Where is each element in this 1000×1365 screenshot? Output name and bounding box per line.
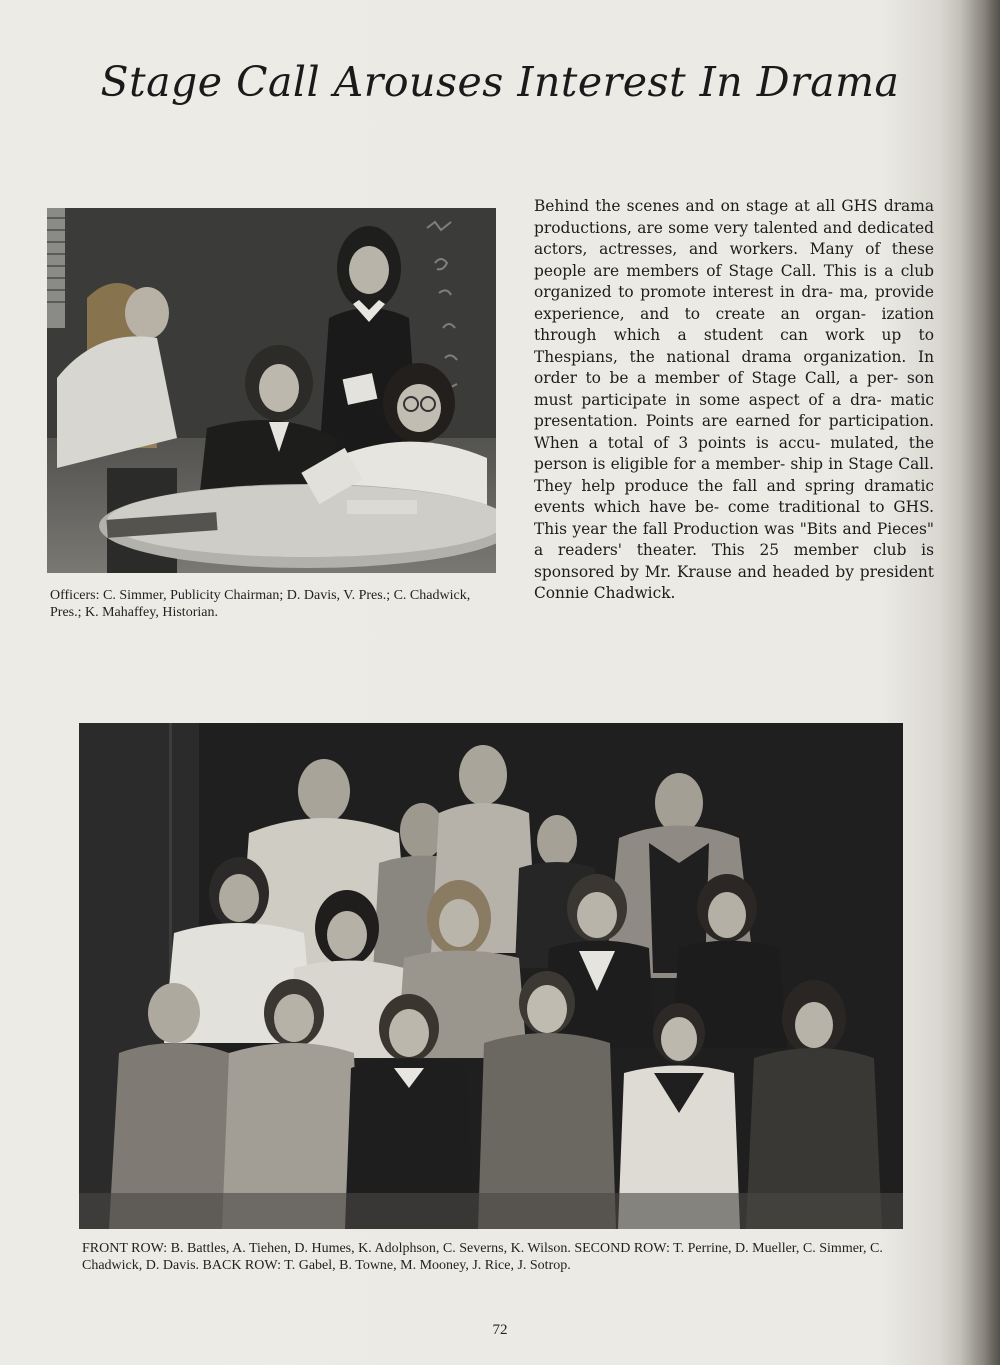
group-caption: FRONT ROW: B. Battles, A. Tiehen, D. Humes, K. Adolphson, C. Severns, K. Wilson. SECOND ROW: T. Perrine, D. Mueller, C. Simmer, C. Chadwick, D. Davis. BACK ROW: T. Gabel, B. Towne, M. Mooney, J. Rice, J. Sotrop. — [82, 1241, 883, 1273]
group-photo — [79, 723, 903, 1229]
binding-shadow — [960, 0, 1000, 1365]
officers-caption: Officers: C. Simmer, Publicity Chairman; D. Davis, V. Pres.; C. Chadwick, Pres.; K. Mahaffey, Historian. — [50, 588, 471, 620]
officers-photo — [47, 208, 496, 573]
group-photo-illustration — [79, 723, 903, 1229]
page-number: 72 — [492, 1322, 508, 1338]
article-body: Behind the scenes and on stage at all GHS drama productions, are some very talented and dedicated actors, actresses, and workers. Many of these people are members of Stage Call. This is a club organized to promote interest in dra- ma, provide experience, and to create an organ- ization through which a student can work up to Thespians, the national drama organization. In order to be a member of Stage Call, a per- son must participate in some aspect of a dra- matic presentation. Points are earned for participation. When a total of 3 points is accu- mulated, the person is eligible for a member- ship in Stage Call. They help produce the fall and spring dramatic events which have be- come traditional to GHS. This year the fall Production was "Bits and Pieces" a readers' theater. This 25 member club is sponsored by Mr. Krause and headed by president Connie Chadwick. — [534, 197, 934, 602]
page-title: Stage Call Arouses Interest In Drama — [100, 58, 900, 106]
officers-photo-illustration — [47, 208, 496, 573]
